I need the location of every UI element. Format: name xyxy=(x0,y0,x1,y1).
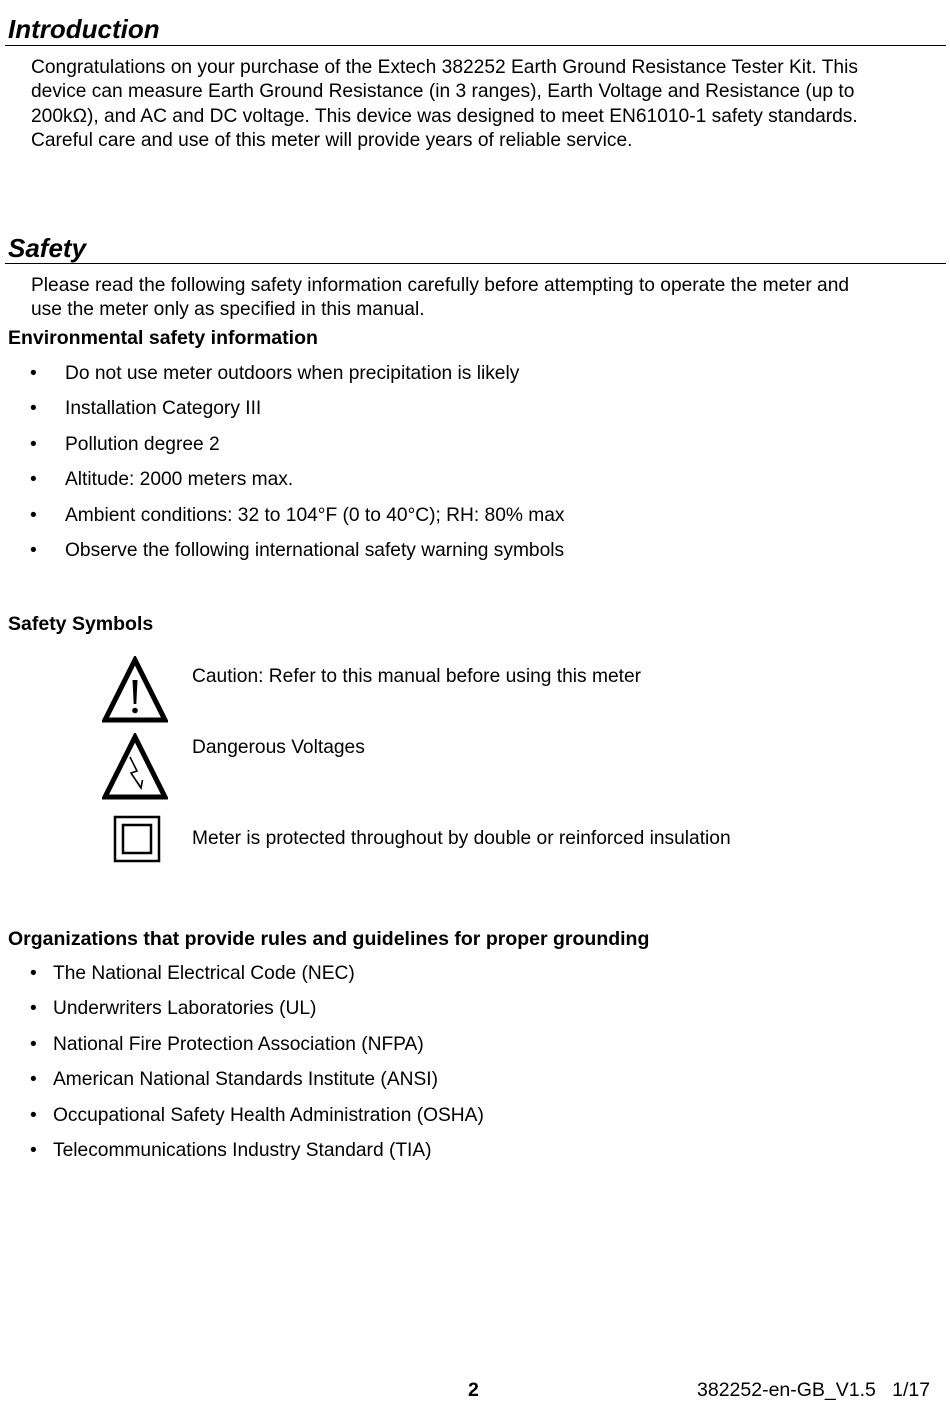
list-item: • Telecommunications Industry Standard (TIA) xyxy=(30,1139,432,1161)
bullet-icon: • xyxy=(30,998,37,1020)
safety-paragraph xyxy=(31,274,942,323)
double-insulation-icon xyxy=(113,815,161,863)
bullet-icon: • xyxy=(30,963,37,984)
lightning-triangle-icon xyxy=(102,733,168,801)
page-number: 2 xyxy=(468,1379,479,1401)
introduction-line: Careful care and use of this meter will provide years of reliable service. xyxy=(31,130,633,152)
list-item: • Ambient conditions: 32 to 104°F (0 to 40°C); RH: 80% max xyxy=(30,504,565,526)
introduction-paragraph xyxy=(31,56,942,154)
introduction-rule xyxy=(5,45,946,46)
bullet-icon: • xyxy=(30,504,37,526)
introduction-line: device can measure Earth Ground Resistance (in 3 ranges), Earth Voltage and Resistance (up to xyxy=(31,81,855,103)
bullet-icon: • xyxy=(30,1033,37,1055)
list-item: • American National Standards Institute (ANSI) xyxy=(30,1069,438,1091)
bullet-icon: • xyxy=(30,363,37,384)
list-item: • Observe the following international safety warning symbols xyxy=(30,539,565,561)
list-item: • Pollution degree 2 xyxy=(30,433,220,455)
introduction-line: Congratulations on your purchase of the Extech 382252 Earth Ground Resistance Tester Kit. This xyxy=(31,57,858,78)
organizations-heading: Organizations that provide rules and guidelines for proper grounding xyxy=(8,928,650,950)
environmental-list xyxy=(30,362,565,574)
introduction-line: 200kΩ), and AC and DC voltage. This device was designed to meet EN61010-1 safety standards. xyxy=(31,105,858,127)
double-insulation-symbol-text: Meter is protected throughout by double or reinforced insulation xyxy=(192,828,731,849)
safety-rule xyxy=(5,263,946,264)
bullet-icon: • xyxy=(30,1139,37,1161)
bullet-icon: • xyxy=(30,1069,37,1091)
environmental-heading: Environmental safety information xyxy=(8,327,318,349)
safety-line: Please read the following safety information carefully before attempting to operate the meter and xyxy=(31,275,850,296)
dangerous-voltage-symbol-text: Dangerous Voltages xyxy=(192,737,365,758)
safety-symbols-heading: Safety Symbols xyxy=(8,613,154,635)
list-item: • National Fire Protection Association (NFPA) xyxy=(30,1033,424,1055)
list-item: • Occupational Safety Health Administration (OSHA) xyxy=(30,1104,484,1126)
list-item: • Underwriters Laboratories (UL) xyxy=(30,998,317,1020)
bullet-icon: • xyxy=(30,469,37,491)
list-item: • Installation Category III xyxy=(30,398,262,420)
list-item: • Do not use meter outdoors when precipitation is likely xyxy=(30,363,520,384)
caution-symbol-text: Caution: Refer to this manual before using this meter xyxy=(192,666,642,687)
bullet-icon: • xyxy=(30,539,37,561)
list-item: • Altitude: 2000 meters max. xyxy=(30,469,294,491)
caution-triangle-icon xyxy=(102,656,168,724)
list-item: • The National Electrical Code (NEC) xyxy=(30,963,355,984)
safety-title: Safety xyxy=(8,233,87,263)
bullet-icon: • xyxy=(30,433,37,455)
bullet-icon: • xyxy=(30,1104,37,1126)
organizations-list xyxy=(30,962,484,1174)
safety-line: use the meter only as specified in this manual. xyxy=(31,299,425,321)
bullet-icon: • xyxy=(30,398,37,420)
introduction-title: Introduction xyxy=(8,14,160,44)
document-id: 382252-en-GB_V1.5 1/17 xyxy=(697,1379,931,1401)
